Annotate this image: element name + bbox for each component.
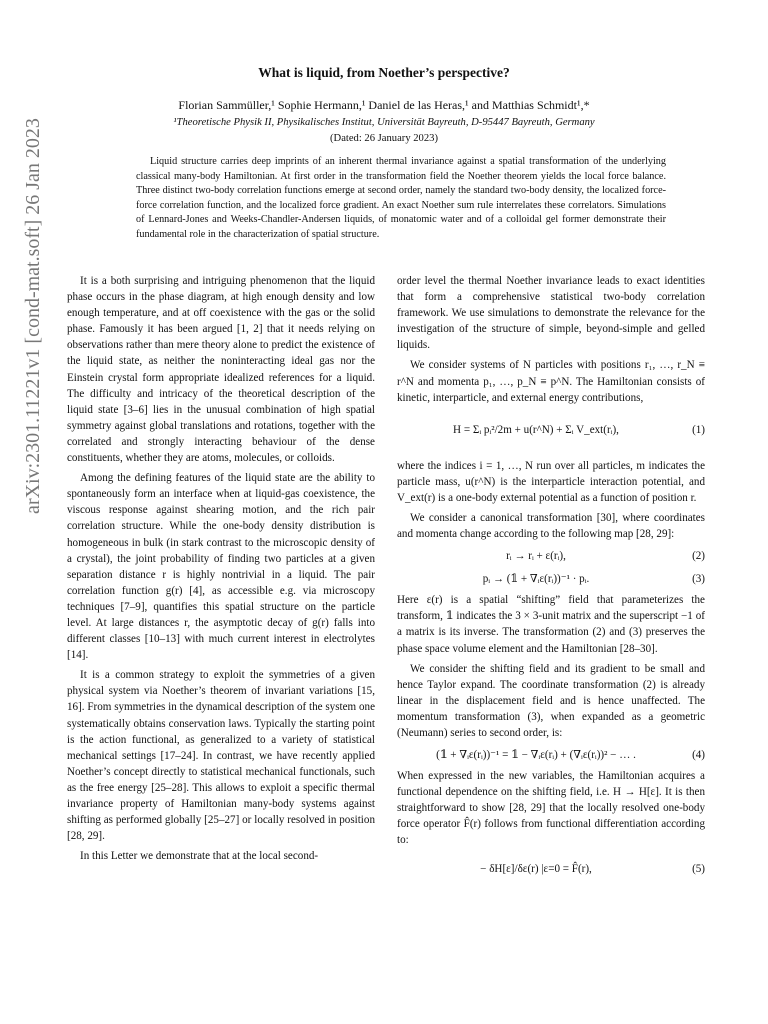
equation-body: − δH[ε]/δε(r) |ε=0 = F̂(r), bbox=[480, 862, 592, 875]
date-line: (Dated: 26 January 2023) bbox=[330, 133, 438, 144]
equation-body: (𝟙 + ∇ᵢε(rᵢ))⁻¹ = 𝟙 − ∇ᵢε(rᵢ) + (∇ᵢε(rᵢ))² − … . bbox=[436, 749, 636, 762]
paragraph: It is a both surprising and intriguing phenomenon that the liquid phase occurs in the phase diagram, at high enough density and low enough temperature, and at off coexistence with the gas or the solid phase. Famously it has been argued [1, 2] that it needs relying on observations rather than mere theory alone to predict the existence of the liquid state, as neither the noninteracting ideal gas nor the Einstein crystal form appropriate idealized references for a liquid. The difficulty and intricacy of the theoretical description of the liquid state [3–6] lies in the unusual combination of high spatial symmetry against global translations and rotations, together with the correlated and strongly interacting behaviour of the dense constituents, whether they are atoms, molecules, or colloids. bbox=[67, 275, 375, 465]
affiliation: ¹Theoretische Physik II, Physikalisches Institut, Universität Bayreuth, D-95447 Bayreuth, Germany bbox=[173, 117, 595, 128]
equation-2 bbox=[397, 546, 705, 567]
paragraph: where the indices i = 1, …, N run over all particles, m indicates the particle mass, u(r^N) is the interparticle interaction potential, and V_ext(r) is a one-body external potential as a function of position r. bbox=[397, 459, 705, 504]
arxiv-identifier: arXiv:2301.11221v1 [cond-mat.soft] 26 Jan 2023 bbox=[22, 118, 44, 514]
paragraph: We consider a canonical transformation [30], where coordinates and momenta change according to the following map [28, 29]: bbox=[397, 512, 705, 541]
equation-5 bbox=[397, 855, 705, 885]
equation-body: H = Σᵢ pᵢ²/2m + u(r^N) + Σᵢ V_ext(rᵢ), bbox=[453, 423, 619, 436]
paragraph: We consider systems of N particles with positions r₁, …, r_N ≡ r^N and momenta p₁, …, p_N ≡ p^N. The Hamiltonian consists of kinetic, interparticle, and external energy contributions, bbox=[397, 359, 705, 404]
paragraph: It is a common strategy to exploit the symmetries of a given physical system via Noether’s theorem of invariant variations [15, 16]. From symmetries in the dynamical description of the system one systematically obtains conservation laws. Typically the starting point is the action functional, as generalized to a variety of statistical mechanical settings [17–24]. In contrast, we have recently applied Noether’s concept directly to statistical mechanical functionals, such as the free energy [25–28]. This allows to exploit a specific thermal invariance property of Hamiltonian many-body systems against shifting as performed globally [25–27] or locally resolved in position [28, 29]. bbox=[67, 669, 375, 843]
equation-1 bbox=[397, 412, 705, 452]
equation-number: (3) bbox=[692, 573, 705, 586]
paragraph: We consider the shifting field and its gradient to be small and hence Taylor expand. The coordinate transformation (2) is already linear in the displacement field and is hence unaffected. The momentum transformation (3), when expanded as a geometric (Neumann) series to second order, is: bbox=[397, 662, 705, 739]
paragraph: In this Letter we demonstrate that at the local second- bbox=[80, 850, 319, 863]
paragraph: order level the thermal Noether invariance leads to exact identities that form a comprehensive statistical two-body correlation framework. We use simulations to demonstrate the relevance for the investigation of the structure of simple, beyond-simple and gelled liquids. bbox=[397, 275, 705, 352]
paragraph: Among the defining features of the liquid state are the ability to spontaneously form an interface when at liquid-gas coexistence, the viscous response against shearing motion, and the rich pair correlation structure. While the one-body density distribution is homogeneous in bulk (in stark contrast to the microscopic density of a crystal), the joint probability of finding two particles at a given separation distance r is highly nontrivial in a liquid. The pair correlation function g(r) [4], as accessible e.g. via microscopy techniques [7–9], quantifies this spatial structure on the particle level. At large distances r, the asymptotic decay of g(r) falls into different classes [10–13] with much current interest in electrolytes [14]. bbox=[67, 472, 375, 662]
equation-body: pᵢ → (𝟙 + ∇ᵢε(rᵢ))⁻¹ · pᵢ. bbox=[482, 573, 590, 586]
equation-body: rᵢ → rᵢ + ε(rᵢ), bbox=[506, 550, 566, 563]
paragraph: Here ε(r) is a spatial “shifting” field that parameterizes the transform, 𝟙 indicates the 3 × 3-unit matrix and the superscript −1 of a matrix is its inverse. The transformation (2) and (3) preserves the phase space volume element and the Hamiltonian [28–30]. bbox=[397, 594, 705, 655]
abstract: Liquid structure carries deep imprints of an inherent thermal invariance against a spatial transformation of the underlying classical many-body Hamiltonian. At first order in the transformation field the Noether theorem yields the local force balance. Three distinct two-body correlation functions emerge at second order, namely the standard two-body density, the localized force-force correlation function, and the localized force gradient. An exact Noether sum rule interrelates these correlators. Simulations of Lennard-Jones and Weeks-Chandler-Andersen liquids, of monatomic water and of a colloidal gel former demonstrate their fundamental role in the characterization of spatial structure. bbox=[136, 156, 666, 240]
equation-number: (4) bbox=[692, 749, 705, 762]
equation-number: (2) bbox=[692, 550, 705, 563]
left-column bbox=[67, 273, 375, 868]
paper-title: What is liquid, from Noether’s perspective? bbox=[258, 65, 510, 80]
equation-number: (5) bbox=[692, 862, 705, 875]
equation-3 bbox=[397, 569, 705, 590]
paragraph: When expressed in the new variables, the Hamiltonian acquires a functional dependence on the shifting field, i.e. H → H[ε]. It is then straightforward to show [28, 29] that the locally resolved one-body force operator F̂(r) follows from functional differentiation according to: bbox=[397, 770, 705, 847]
author-list: Florian Sammüller,¹ Sophie Hermann,¹ Daniel de las Heras,¹ and Matthias Schmidt¹,* bbox=[178, 98, 590, 112]
right-column bbox=[397, 273, 705, 891]
equation-4 bbox=[397, 745, 705, 766]
equation-number: (1) bbox=[692, 423, 705, 436]
